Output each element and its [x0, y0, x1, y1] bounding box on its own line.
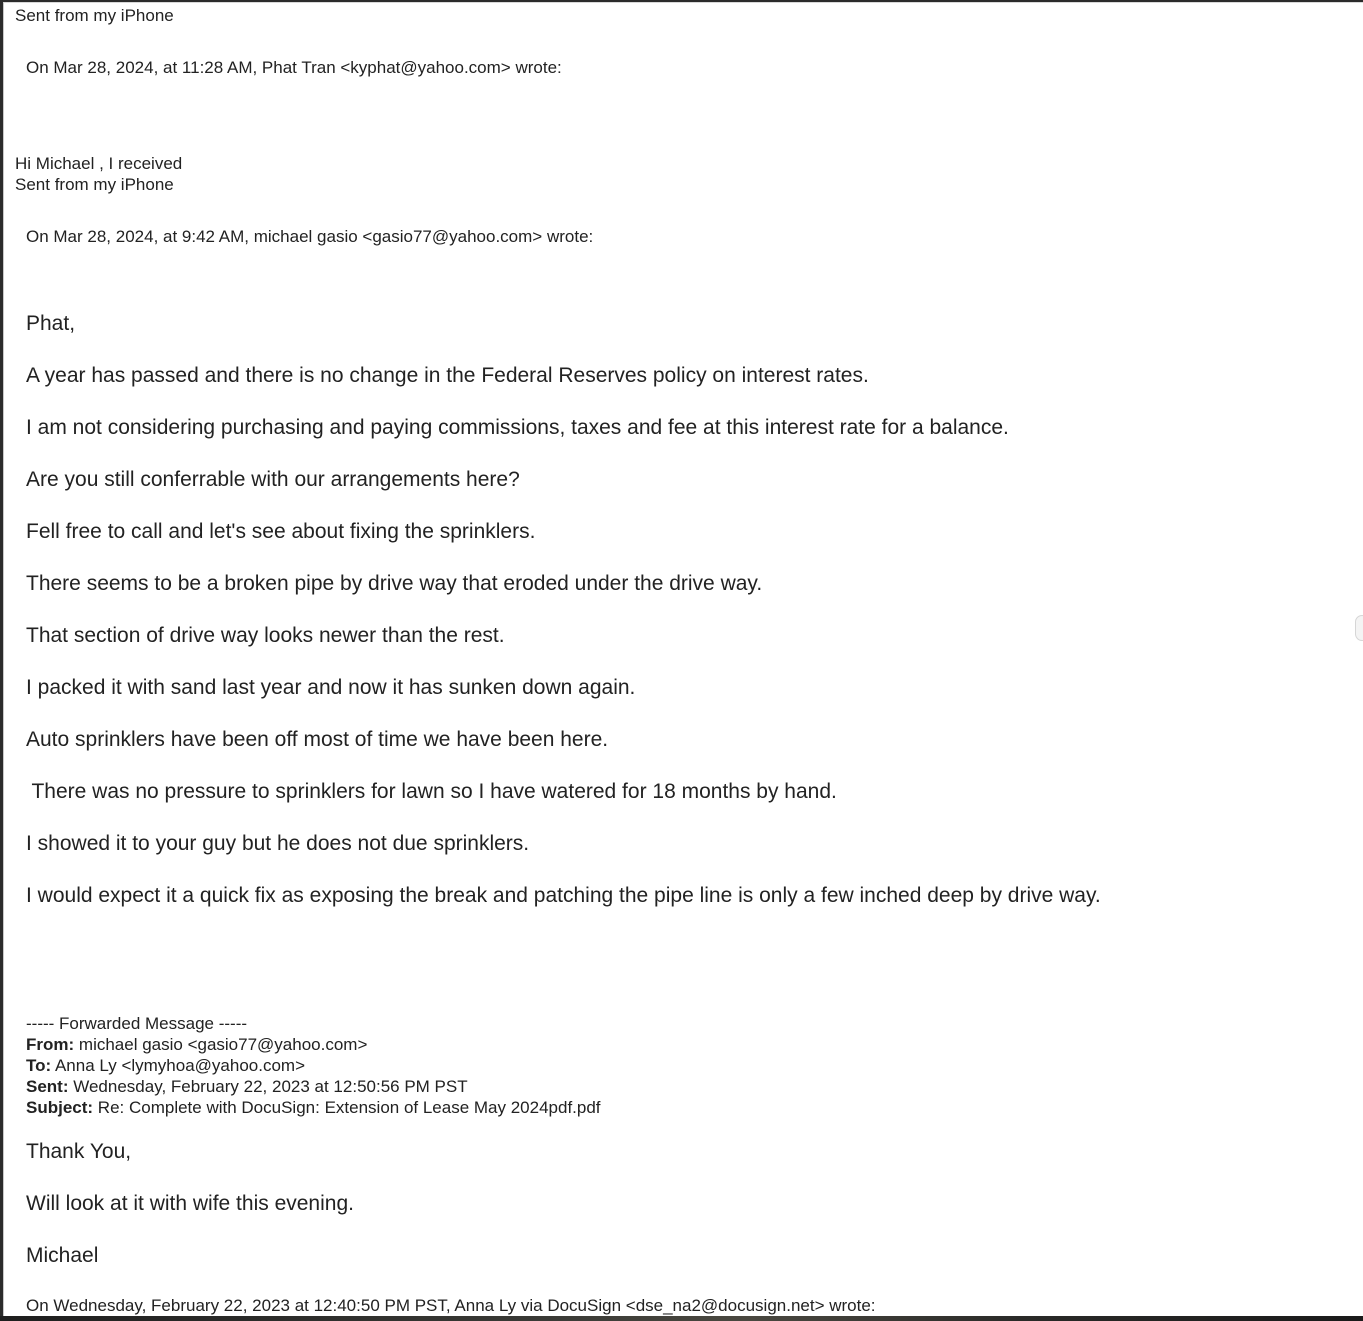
message-paragraph: I would expect it a quick fix as exposing the break and patching the pipe line is only a few inched deep by drive way. — [26, 884, 1101, 907]
forwarded-body-line: Michael — [26, 1244, 99, 1267]
to-value: Anna Ly <lymyhoa@yahoo.com> — [54, 1056, 306, 1075]
from-row — [26, 1034, 367, 1055]
message-paragraph: I packed it with sand last year and now it has sunken down again. — [26, 676, 636, 699]
desktop-background-strip — [0, 1316, 1363, 1321]
message-paragraph: I showed it to your guy but he does not due sprinklers. — [26, 832, 530, 855]
reply-greeting: Hi Michael , I received — [15, 154, 183, 173]
sent-value: Wednesday, February 22, 2023 at 12:50:56 PM PST — [73, 1077, 468, 1096]
quote-header: On Mar 28, 2024, at 9:42 AM, michael gasio <gasio77@yahoo.com> wrote: — [26, 227, 594, 246]
scroll-handle[interactable] — [1355, 615, 1363, 641]
subject-row — [26, 1097, 601, 1118]
from-label: From: — [26, 1035, 75, 1054]
message-paragraph: Auto sprinklers have been off most of time we have been here. — [26, 728, 609, 751]
message-paragraph: A year has passed and there is no change in the Federal Reserves policy on interest rates. — [26, 364, 869, 387]
quote-header: On Mar 28, 2024, at 11:28 AM, Phat Tran <kyphat@yahoo.com> wrote: — [26, 58, 562, 77]
to-row — [26, 1055, 305, 1076]
message-paragraph: Are you still conferrable with our arrangements here? — [26, 468, 520, 491]
sent-label: Sent: — [26, 1077, 69, 1096]
forwarded-body-line: Will look at it with wife this evening. — [26, 1192, 354, 1215]
subject-value: Re: Complete with DocuSign: Extension of Lease May 2024pdf.pdf — [97, 1098, 601, 1117]
forwarded-banner: ----- Forwarded Message ----- — [26, 1014, 248, 1033]
iphone-signature: Sent from my iPhone — [15, 175, 174, 194]
message-paragraph: I am not considering purchasing and paying commissions, taxes and fee at this interest rate for a balance. — [26, 416, 1009, 439]
message-paragraph: Fell free to call and let's see about fixing the sprinklers. — [26, 520, 536, 543]
from-value: michael gasio <gasio77@yahoo.com> — [78, 1035, 368, 1054]
quote-header: On Wednesday, February 22, 2023 at 12:40:50 PM PST, Anna Ly via DocuSign <dse_na2@docusign.net> wrote: — [26, 1296, 876, 1315]
sent-row — [26, 1076, 468, 1097]
message-paragraph: There seems to be a broken pipe by drive way that eroded under the drive way. — [26, 572, 763, 595]
message-paragraph: That section of drive way looks newer than the rest. — [26, 624, 505, 647]
to-label: To: — [26, 1056, 52, 1075]
message-paragraph: Phat, — [26, 312, 76, 335]
subject-label: Subject: — [26, 1098, 94, 1117]
message-paragraph: There was no pressure to sprinklers for lawn so I have watered for 18 months by hand. — [26, 780, 837, 803]
iphone-signature: Sent from my iPhone — [15, 6, 174, 25]
forwarded-body-line: Thank You, — [26, 1140, 132, 1163]
email-thread-view — [3, 2, 1363, 1317]
